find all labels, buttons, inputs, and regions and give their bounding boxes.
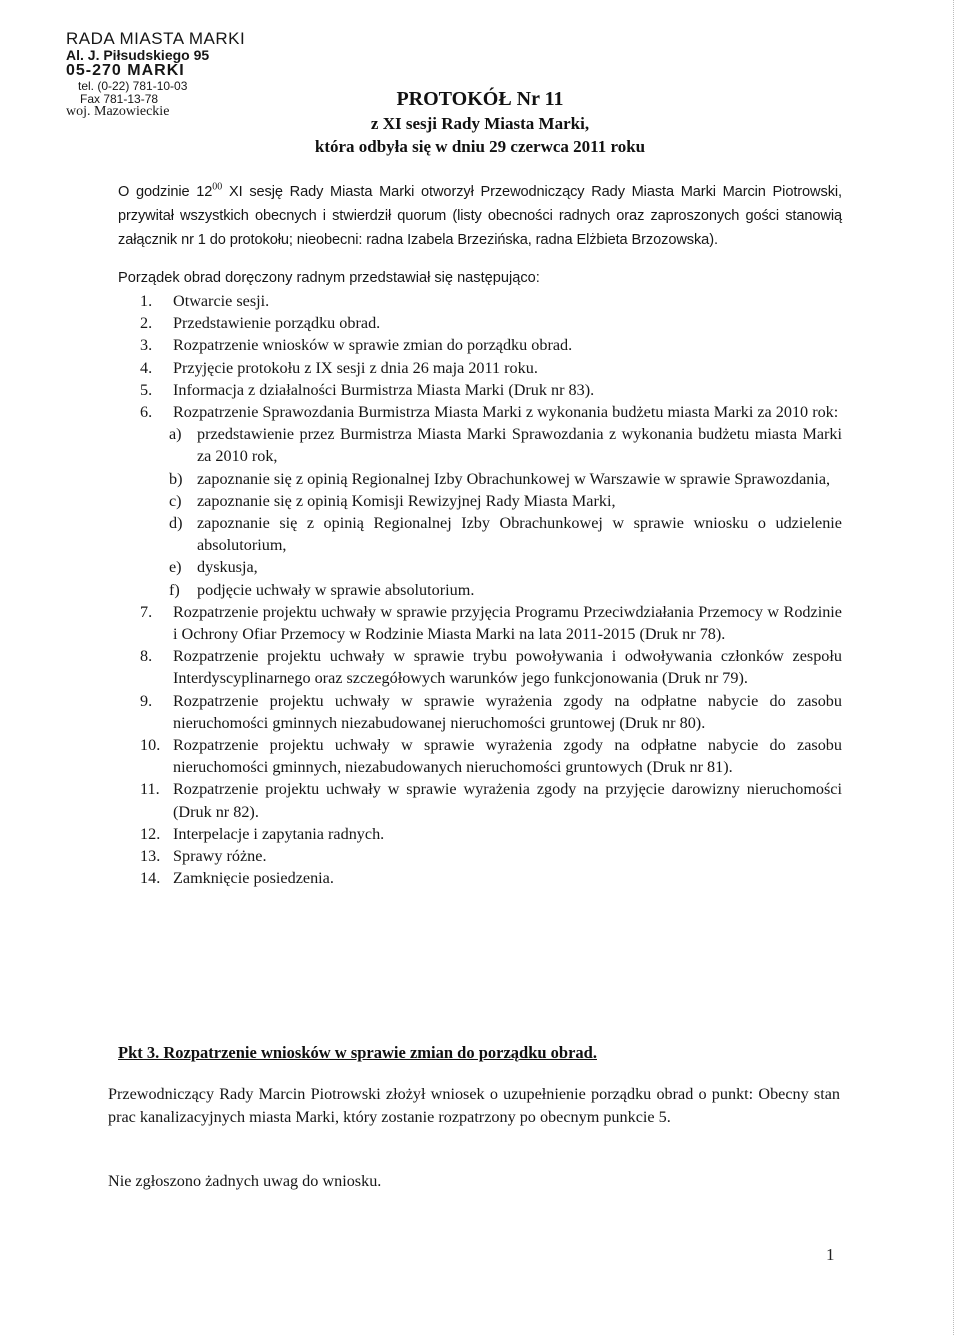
agenda-number: 9. bbox=[140, 691, 153, 710]
agenda-subitem bbox=[140, 512, 842, 556]
agenda-subitem bbox=[140, 556, 842, 578]
agenda-item bbox=[140, 645, 842, 689]
agenda-item bbox=[140, 778, 842, 822]
agenda-number: 11. bbox=[140, 780, 160, 799]
agenda-item bbox=[140, 290, 842, 312]
agenda-item bbox=[140, 312, 842, 334]
agenda-number: 13. bbox=[140, 847, 161, 866]
stamp-line-4: tel. (0-22) 781-10-03 bbox=[78, 79, 188, 93]
intro-lead: O godzinie 12 bbox=[118, 184, 213, 200]
agenda-text: Informacja z działalności Burmistrza Miasta Marki (Druk nr 83). bbox=[173, 380, 595, 399]
agenda-number: 6. bbox=[140, 403, 153, 422]
agenda-text: Rozpatrzenie Sprawozdania Burmistrza Miasta Marki z wykonania budżetu miasta Marki za 2010 rok: bbox=[173, 403, 839, 422]
document-subtitle-2: która odbyła się w dniu 29 czerwca 2011 roku bbox=[314, 137, 646, 156]
subitem-text: podjęcie uchwały w sprawie absolutorium. bbox=[197, 580, 475, 599]
agenda-number: 4. bbox=[140, 358, 153, 377]
subitem-letter: c) bbox=[169, 491, 182, 510]
agenda-number: 14. bbox=[140, 869, 161, 888]
section-paragraph-2: Nie zgłoszono żadnych uwag do wniosku. bbox=[108, 1172, 382, 1190]
intro-rest: XI sesję Rady Miasta Marki otworzył Przewodniczący Rady Miasta Marki Marcin Piotrowski, przywitał wszystkich obecnych i stwierdził quorum (listy obecności radnych oraz zaproszonych gości stanowią załącznik nr 1 do protokołu; nieobecni: radna Izabela Brzezińska, radna Elżbieta Brzozowska). bbox=[118, 184, 842, 248]
document-title: PROTOKÓŁ Nr 11 bbox=[396, 88, 564, 110]
agenda-number: 12. bbox=[140, 824, 161, 843]
section-heading: Pkt 3. Rozpatrzenie wniosków w sprawie zmian do porządku obrad. bbox=[118, 1043, 597, 1062]
stamp-line-6: woj. Mazowieckie bbox=[66, 104, 170, 119]
agenda-number: 2. bbox=[140, 314, 153, 333]
agenda-text: Interpelacje i zapytania radnych. bbox=[173, 824, 385, 843]
agenda-item bbox=[140, 734, 842, 778]
agenda-number: 3. bbox=[140, 336, 153, 355]
section-paragraph-1: Przewodniczący Rady Marcin Piotrowski złożył wniosek o uzupełnienie porządku obrad o punkt: Obecny stan prac kanalizacyjnych miasta Marki, który zostanie rozpatrzony po obecnym punkcie 5. bbox=[108, 1085, 840, 1126]
agenda-text: Sprawy różne. bbox=[173, 847, 267, 866]
subitem-text: zapoznanie się z opinią Regionalnej Izby Obrachunkowej w Warszawie w sprawie Sprawozdania, bbox=[197, 469, 831, 488]
agenda-number: 5. bbox=[140, 380, 153, 399]
agenda-item bbox=[140, 690, 842, 734]
agenda-text: Rozpatrzenie projektu uchwały w sprawie wyrażenia zgody na odpłatne nabycie do zasobu nieruchomości gminnych niezabudowanej nieruchomości gruntowej (Druk nr 80). bbox=[173, 691, 842, 732]
agenda-subitem bbox=[140, 423, 842, 467]
agenda-item bbox=[140, 845, 842, 867]
intro-paragraph bbox=[118, 180, 842, 252]
agenda-number: 1. bbox=[140, 292, 153, 310]
stamp-line-1: RADA MIASTA MARKI bbox=[66, 29, 246, 48]
agenda-item bbox=[140, 867, 842, 889]
agenda-text: Rozpatrzenie projektu uchwały w sprawie wyrażenia zgody na przyjęcie darowizny nieruchomości (Druk nr 82). bbox=[173, 780, 842, 821]
agenda-intro: Porządek obrad doręczony radnym przedstawiał się następująco: bbox=[118, 270, 540, 286]
agenda-item bbox=[140, 401, 842, 423]
agenda-subitem bbox=[140, 468, 842, 490]
stamp-line-5: Fax 781-13-78 bbox=[80, 92, 159, 106]
intro-superscript: 00 bbox=[212, 181, 223, 193]
subitem-text: zapoznanie się z opinią Regionalnej Izby Obrachunkowej w sprawie wniosku o udzielenie absolutorium, bbox=[197, 514, 842, 555]
stamp-line-2: Al. J. Piłsudskiego 95 bbox=[66, 47, 210, 63]
agenda-text: Rozpatrzenie projektu uchwały w sprawie przyjęcia Programu Przeciwdziałania Przemocy w Rodzinie i Ochrony Ofiar Przemocy w Rodzinie Miasta Marki na lata 2011-2015 (Druk nr 78). bbox=[173, 602, 842, 644]
subitem-text: dyskusja, bbox=[197, 558, 258, 577]
agenda-subitem bbox=[140, 490, 842, 512]
subitem-letter: b) bbox=[169, 469, 183, 488]
agenda-text: Zamknięcie posiedzenia. bbox=[173, 869, 334, 888]
subitem-text: zapoznanie się z opinią Komisji Rewizyjnej Rady Miasta Marki, bbox=[197, 491, 616, 510]
subitem-letter: e) bbox=[169, 558, 182, 577]
agenda-number: 7. bbox=[140, 602, 153, 621]
agenda-text: Rozpatrzenie projektu uchwały w sprawie wyrażenia zgody na odpłatne nabycie do zasobu nieruchomości gminnych, niezabudowanych nieruchomości gruntowych (Druk nr 81). bbox=[173, 736, 842, 777]
agenda-item bbox=[140, 601, 842, 645]
agenda-text: Przedstawienie porządku obrad. bbox=[173, 314, 381, 333]
scan-edge bbox=[952, 0, 954, 1335]
agenda-item bbox=[140, 823, 842, 845]
agenda-number: 8. bbox=[140, 647, 153, 666]
subitem-text: przedstawienie przez Burmistrza Miasta Marki Sprawozdania z wykonania budżetu miasta Marki za 2010 rok, bbox=[197, 425, 842, 466]
agenda-item bbox=[140, 334, 842, 356]
subitem-letter: a) bbox=[169, 425, 182, 444]
document-subtitle-1: z XI sesji Rady Miasta Marki, bbox=[370, 114, 590, 133]
subitem-letter: d) bbox=[169, 514, 183, 533]
agenda-item bbox=[140, 379, 842, 401]
page-number: 1 bbox=[826, 1245, 835, 1264]
agenda-text: Rozpatrzenie projektu uchwały w sprawie trybu powoływania i odwoływania członków zespołu Interdyscyplinarnego oraz szczegółowych warunków jego funkcjonowania (Druk nr 79). bbox=[173, 647, 842, 688]
agenda-item bbox=[140, 357, 842, 379]
agenda-subitem bbox=[140, 579, 842, 601]
agenda-text: Rozpatrzenie wniosków w sprawie zmian do porządku obrad. bbox=[173, 336, 573, 355]
agenda-text: Otwarcie sesji. bbox=[173, 292, 270, 310]
agenda-list bbox=[140, 290, 842, 889]
agenda-text: Przyjęcie protokołu z IX sesji z dnia 26 maja 2011 roku. bbox=[173, 358, 538, 377]
stamp-line-3: 05-270 MARKI bbox=[66, 62, 185, 79]
agenda-number: 10. bbox=[140, 736, 161, 755]
subitem-letter: f) bbox=[169, 580, 180, 599]
